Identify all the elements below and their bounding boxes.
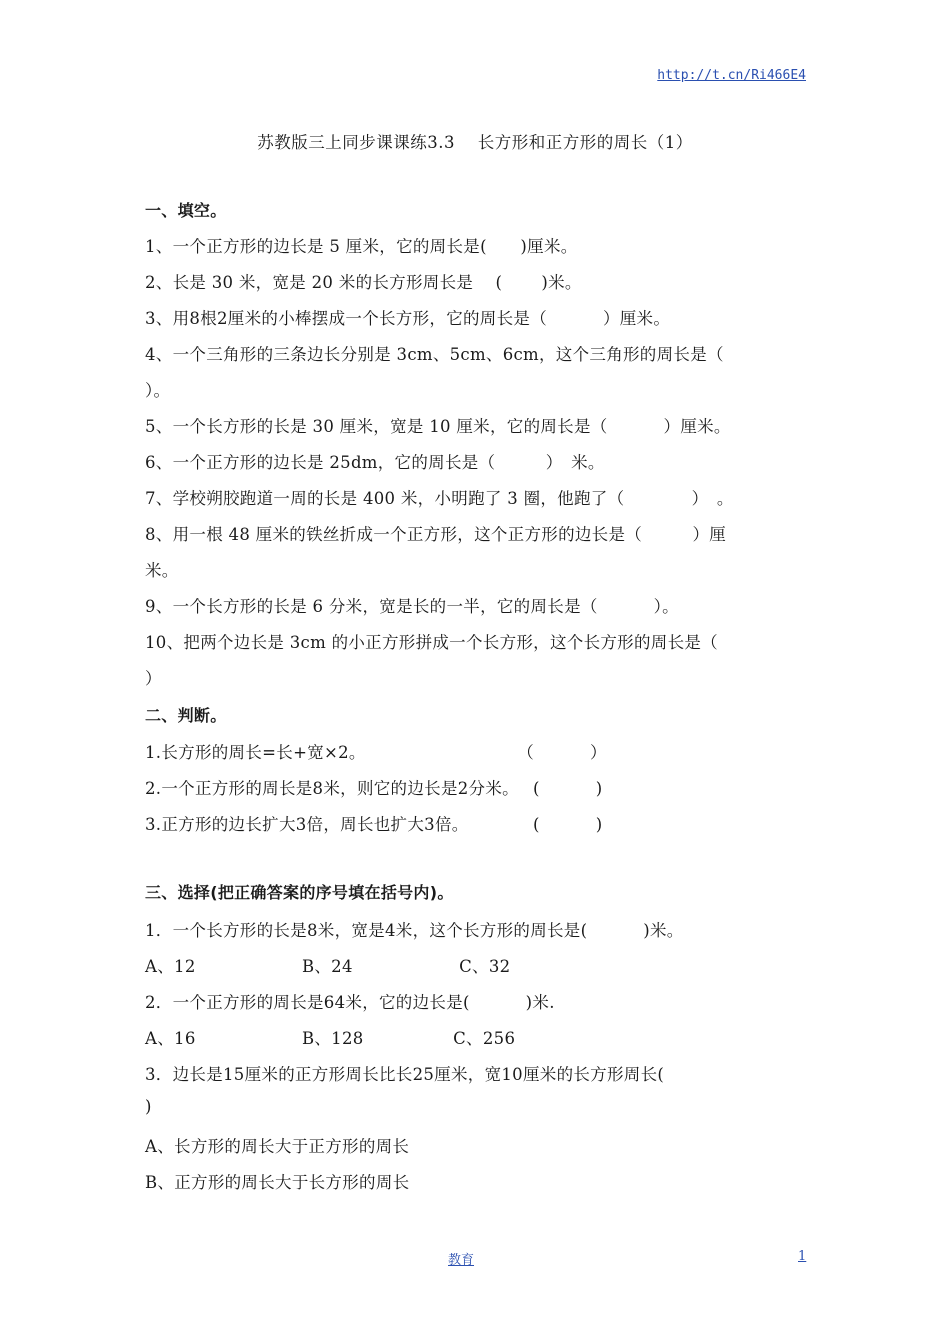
judge-item-2: 2.一个正方形的周长是8米，则它的边长是2分米。 ( )	[145, 779, 603, 798]
fill-item-10: 10、把两个边长是 3cm 的小正方形拼成一个长方形，这个长方形的周长是（	[145, 633, 718, 652]
header-link[interactable]: http://t.cn/Ri466E4	[657, 68, 806, 83]
fill-item-4: 4、一个三角形的三条边长分别是 3cm、5cm、6cm，这个三角形的周长是（	[145, 345, 724, 364]
fill-item-9: 9、一个长方形的长是 6 分米，宽是长的一半，它的周长是（ ）。	[145, 597, 679, 616]
document-title: 苏教版三上同步课课练3.3 长方形和正方形的周长（1）	[257, 133, 693, 152]
choose-item-1-options: A、12 B、24 C、32	[145, 957, 511, 976]
choose-item-3: 3．边长是15厘米的正方形周长比长25厘米，宽10厘米的长方形周长(	[145, 1065, 665, 1084]
choose-item-3-cont: )	[145, 1097, 152, 1116]
fill-item-2: 2、长是 30 米，宽是 20 米的长方形周长是 ( )米。	[145, 273, 582, 292]
fill-item-7: 7、学校朔胶跑道一周的长是 400 米，小明跑了 3 圈，他跑了（ ） 。	[145, 489, 734, 508]
choose-item-3-option-b: B、正方形的周长大于长方形的周长	[145, 1173, 410, 1192]
fill-item-8: 8、用一根 48 厘米的铁丝折成一个正方形，这个正方形的边长是（ ）厘	[145, 525, 727, 544]
fill-item-6: 6、一个正方形的边长是 25dm，它的周长是（ ） 米。	[145, 453, 605, 472]
page-number: 1	[798, 1249, 807, 1264]
fill-item-10-cont: ）	[145, 669, 162, 688]
choose-item-2-options: A、16 B、128 C、256	[145, 1029, 516, 1048]
choose-item-2: 2．一个正方形的周长是64米，它的边长是( )米.	[145, 993, 555, 1012]
fill-item-3: 3、用8根2厘米的小棒摆成一个长方形，它的周长是（ ）厘米。	[145, 309, 671, 328]
choose-item-3-option-a: A、长方形的周长大于正方形的周长	[145, 1137, 410, 1156]
footer-link[interactable]: 教育	[448, 1253, 475, 1268]
fill-item-5: 5、一个长方形的长是 30 厘米，宽是 10 厘米，它的周长是（ ）厘米。	[145, 417, 731, 436]
choose-item-1: 1．一个长方形的长是8米，宽是4米，这个长方形的周长是( )米。	[145, 921, 684, 940]
section-fill-heading: 一、填空。	[145, 201, 227, 220]
judge-item-3: 3.正方形的边长扩大3倍，周长也扩大3倍。 ( )	[145, 815, 603, 834]
fill-item-8-cont: 米。	[145, 561, 179, 580]
section-judge-heading: 二、判断。	[145, 706, 227, 725]
judge-item-1: 1.长方形的周长=长+宽×2。 （ ）	[145, 743, 607, 762]
fill-item-4-cont: ）。	[145, 381, 171, 400]
fill-item-1: 1、一个正方形的边长是 5 厘米，它的周长是( )厘米。	[145, 237, 578, 256]
section-choose-heading: 三、选择(把正确答案的序号填在括号内)。	[145, 883, 454, 902]
